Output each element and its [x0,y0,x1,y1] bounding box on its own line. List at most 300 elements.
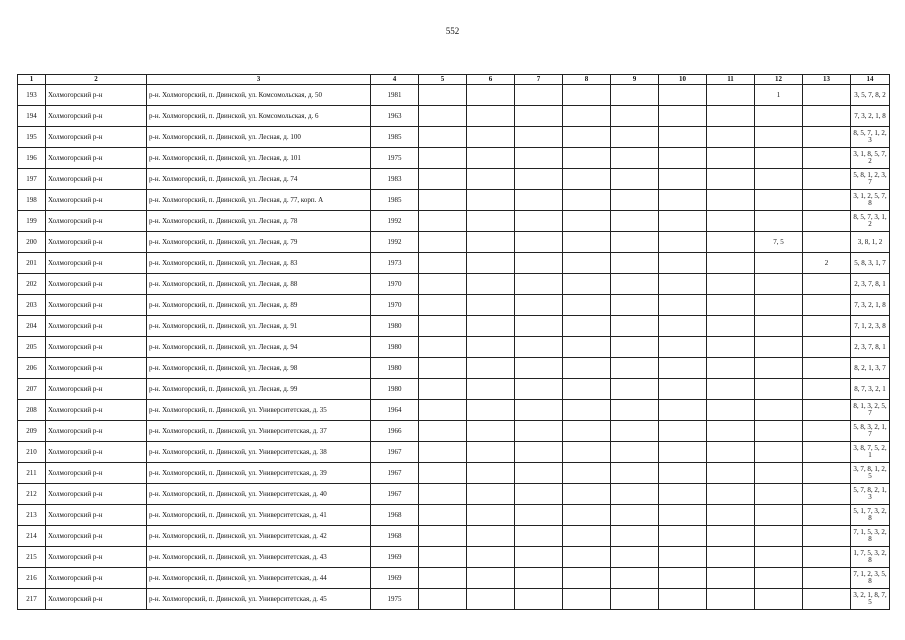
column-7-cell [515,589,563,610]
column-13-cell [803,484,851,505]
district-cell: Холмогорский р-н [46,211,147,232]
column-10-cell [659,232,707,253]
housing-register-table [17,74,890,610]
year-cell: 1967 [371,463,419,484]
column-header-11: 11 [707,75,755,85]
year-cell: 1969 [371,568,419,589]
year-cell: 1966 [371,421,419,442]
column-14-cell: 5, 8, 3, 1, 7 [851,253,890,274]
column-12-cell [755,253,803,274]
column-9-cell [611,148,659,169]
column-5-cell [419,505,467,526]
column-11-cell [707,547,755,568]
column-header-1: 1 [18,75,46,85]
column-5-cell [419,379,467,400]
column-6-cell [467,232,515,253]
column-6-cell [467,568,515,589]
address-cell: р-н. Холмогорский, п. Двинской, ул. Университетская, д. 37 [147,421,371,442]
row-number-cell: 196 [18,148,46,169]
column-8-cell [563,505,611,526]
column-5-cell [419,463,467,484]
row-number-cell: 199 [18,211,46,232]
district-cell: Холмогорский р-н [46,106,147,127]
column-14-cell: 8, 7, 3, 2, 1 [851,379,890,400]
column-7-cell [515,568,563,589]
column-7-cell [515,484,563,505]
row-number-cell: 198 [18,190,46,211]
column-7-cell [515,232,563,253]
column-13-cell [803,337,851,358]
column-5-cell [419,295,467,316]
column-5-cell [419,253,467,274]
table-row [18,148,890,169]
address-cell: р-н. Холмогорский, п. Двинской, ул. Университетская, д. 43 [147,547,371,568]
column-14-cell: 3, 2, 1, 8, 7, 5 [851,589,890,610]
address-cell: р-н. Холмогорский, п. Двинской, ул. Лесная, д. 98 [147,358,371,379]
column-10-cell [659,547,707,568]
column-6-cell [467,442,515,463]
district-cell: Холмогорский р-н [46,148,147,169]
column-header-7: 7 [515,75,563,85]
column-5-cell [419,484,467,505]
column-5-cell [419,589,467,610]
year-cell: 1964 [371,400,419,421]
column-10-cell [659,211,707,232]
column-12-cell [755,169,803,190]
column-7-cell [515,211,563,232]
table-row [18,169,890,190]
column-12-cell [755,127,803,148]
address-cell: р-н. Холмогорский, п. Двинской, ул. Лесная, д. 99 [147,379,371,400]
column-6-cell [467,547,515,568]
column-9-cell [611,568,659,589]
column-11-cell [707,484,755,505]
column-8-cell [563,442,611,463]
column-14-cell: 5, 8, 1, 2, 3, 7 [851,169,890,190]
row-number-cell: 216 [18,568,46,589]
row-number-cell: 194 [18,106,46,127]
column-11-cell [707,316,755,337]
column-5-cell [419,127,467,148]
column-10-cell [659,169,707,190]
table-row [18,337,890,358]
column-8-cell [563,169,611,190]
table-row [18,421,890,442]
table-row [18,85,890,106]
table-row [18,358,890,379]
year-cell: 1981 [371,85,419,106]
table-row [18,253,890,274]
column-14-cell: 1, 7, 5, 3, 2, 8 [851,547,890,568]
column-13-cell [803,211,851,232]
table-row [18,211,890,232]
column-11-cell [707,253,755,274]
column-5-cell [419,169,467,190]
column-8-cell [563,85,611,106]
column-7-cell [515,463,563,484]
address-cell: р-н. Холмогорский, п. Двинской, ул. Лесная, д. 100 [147,127,371,148]
row-number-cell: 203 [18,295,46,316]
column-11-cell [707,232,755,253]
column-7-cell [515,526,563,547]
column-12-cell [755,316,803,337]
column-6-cell [467,379,515,400]
column-11-cell [707,169,755,190]
column-13-cell [803,85,851,106]
year-cell: 1980 [371,358,419,379]
column-13-cell [803,379,851,400]
column-9-cell [611,253,659,274]
row-number-cell: 202 [18,274,46,295]
column-13-cell [803,274,851,295]
column-9-cell [611,169,659,190]
district-cell: Холмогорский р-н [46,484,147,505]
column-7-cell [515,85,563,106]
district-cell: Холмогорский р-н [46,316,147,337]
address-cell: р-н. Холмогорский, п. Двинской, ул. Университетская, д. 40 [147,484,371,505]
column-10-cell [659,85,707,106]
column-8-cell [563,106,611,127]
column-12-cell [755,484,803,505]
column-7-cell [515,400,563,421]
column-8-cell [563,232,611,253]
column-6-cell [467,106,515,127]
column-13-cell [803,526,851,547]
column-5-cell [419,442,467,463]
row-number-cell: 207 [18,379,46,400]
column-6-cell [467,190,515,211]
column-7-cell [515,253,563,274]
row-number-cell: 205 [18,337,46,358]
column-10-cell [659,526,707,547]
column-12-cell [755,190,803,211]
column-9-cell [611,442,659,463]
column-9-cell [611,190,659,211]
row-number-cell: 209 [18,421,46,442]
row-number-cell: 197 [18,169,46,190]
column-9-cell [611,526,659,547]
column-14-cell: 5, 1, 7, 3, 2, 8 [851,505,890,526]
column-5-cell [419,337,467,358]
column-9-cell [611,379,659,400]
column-8-cell [563,463,611,484]
address-cell: р-н. Холмогорский, п. Двинской, ул. Комсомольская, д. 6 [147,106,371,127]
address-cell: р-н. Холмогорский, п. Двинской, ул. Университетская, д. 38 [147,442,371,463]
column-8-cell [563,337,611,358]
column-5-cell [419,232,467,253]
row-number-cell: 208 [18,400,46,421]
table-row [18,442,890,463]
column-9-cell [611,400,659,421]
year-cell: 1992 [371,211,419,232]
column-13-cell [803,589,851,610]
row-number-cell: 215 [18,547,46,568]
year-cell: 1967 [371,484,419,505]
column-14-cell: 3, 1, 2, 5, 7, 8 [851,190,890,211]
district-cell: Холмогорский р-н [46,358,147,379]
page-number: 552 [445,26,460,36]
address-cell: р-н. Холмогорский, п. Двинской, ул. Лесная, д. 79 [147,232,371,253]
column-5-cell [419,274,467,295]
column-5-cell [419,148,467,169]
column-14-cell: 5, 7, 8, 2, 1, 3 [851,484,890,505]
column-11-cell [707,589,755,610]
column-10-cell [659,148,707,169]
table-row [18,505,890,526]
column-6-cell [467,526,515,547]
address-cell: р-н. Холмогорский, п. Двинской, ул. Лесная, д. 77, корп. А [147,190,371,211]
table-row [18,274,890,295]
column-12-cell [755,211,803,232]
district-cell: Холмогорский р-н [46,442,147,463]
column-5-cell [419,568,467,589]
column-11-cell [707,148,755,169]
column-12-cell [755,547,803,568]
column-6-cell [467,463,515,484]
column-12-cell: 7, 5 [755,232,803,253]
column-7-cell [515,274,563,295]
district-cell: Холмогорский р-н [46,274,147,295]
address-cell: р-н. Холмогорский, п. Двинской, ул. Лесная, д. 91 [147,316,371,337]
column-14-cell: 5, 8, 3, 2, 1, 7 [851,421,890,442]
year-cell: 1968 [371,505,419,526]
column-6-cell [467,358,515,379]
column-10-cell [659,484,707,505]
district-cell: Холмогорский р-н [46,232,147,253]
column-7-cell [515,148,563,169]
district-cell: Холмогорский р-н [46,190,147,211]
column-12-cell [755,568,803,589]
column-13-cell [803,295,851,316]
column-6-cell [467,127,515,148]
column-7-cell [515,358,563,379]
column-12-cell [755,589,803,610]
row-number-cell: 200 [18,232,46,253]
year-cell: 1970 [371,295,419,316]
column-10-cell [659,295,707,316]
district-cell: Холмогорский р-н [46,547,147,568]
column-11-cell [707,295,755,316]
column-14-cell: 8, 5, 7, 1, 2, 3 [851,127,890,148]
column-14-cell: 8, 1, 3, 2, 5, 7 [851,400,890,421]
district-cell: Холмогорский р-н [46,85,147,106]
column-10-cell [659,127,707,148]
year-cell: 1980 [371,379,419,400]
table-row [18,106,890,127]
year-cell: 1985 [371,190,419,211]
address-cell: р-н. Холмогорский, п. Двинской, ул. Университетская, д. 41 [147,505,371,526]
column-10-cell [659,505,707,526]
row-number-cell: 201 [18,253,46,274]
column-5-cell [419,106,467,127]
district-cell: Холмогорский р-н [46,505,147,526]
address-cell: р-н. Холмогорский, п. Двинской, ул. Лесная, д. 74 [147,169,371,190]
column-10-cell [659,442,707,463]
column-8-cell [563,547,611,568]
column-14-cell: 8, 2, 1, 3, 7 [851,358,890,379]
column-5-cell [419,316,467,337]
district-cell: Холмогорский р-н [46,295,147,316]
year-cell: 1969 [371,547,419,568]
column-13-cell [803,442,851,463]
column-8-cell [563,127,611,148]
district-cell: Холмогорский р-н [46,589,147,610]
column-8-cell [563,253,611,274]
column-6-cell [467,505,515,526]
table-header-row [18,75,890,85]
column-12-cell [755,295,803,316]
column-11-cell [707,379,755,400]
table-row [18,316,890,337]
row-number-cell: 212 [18,484,46,505]
column-5-cell [419,400,467,421]
year-cell: 1983 [371,169,419,190]
year-cell: 1985 [371,127,419,148]
column-12-cell [755,274,803,295]
column-7-cell [515,316,563,337]
column-10-cell [659,421,707,442]
row-number-cell: 193 [18,85,46,106]
column-11-cell [707,400,755,421]
table-row [18,232,890,253]
column-11-cell [707,85,755,106]
address-cell: р-н. Холмогорский, п. Двинской, ул. Комсомольская, д. 50 [147,85,371,106]
column-14-cell: 3, 7, 8, 1, 2, 5 [851,463,890,484]
year-cell: 1973 [371,253,419,274]
district-cell: Холмогорский р-н [46,253,147,274]
column-12-cell [755,463,803,484]
column-5-cell [419,85,467,106]
column-10-cell [659,316,707,337]
year-cell: 1970 [371,274,419,295]
column-9-cell [611,211,659,232]
column-10-cell [659,379,707,400]
column-13-cell [803,127,851,148]
column-10-cell [659,358,707,379]
column-7-cell [515,442,563,463]
row-number-cell: 214 [18,526,46,547]
table-row [18,379,890,400]
column-14-cell: 7, 1, 2, 3, 8 [851,316,890,337]
column-10-cell [659,337,707,358]
column-6-cell [467,589,515,610]
column-7-cell [515,169,563,190]
table-row [18,190,890,211]
column-5-cell [419,211,467,232]
column-8-cell [563,484,611,505]
column-6-cell [467,400,515,421]
district-cell: Холмогорский р-н [46,337,147,358]
column-header-12: 12 [755,75,803,85]
year-cell: 1980 [371,337,419,358]
column-header-8: 8 [563,75,611,85]
column-11-cell [707,358,755,379]
column-9-cell [611,463,659,484]
column-9-cell [611,232,659,253]
column-13-cell [803,148,851,169]
district-cell: Холмогорский р-н [46,379,147,400]
address-cell: р-н. Холмогорский, п. Двинской, ул. Университетская, д. 39 [147,463,371,484]
year-cell: 1968 [371,526,419,547]
address-cell: р-н. Холмогорский, п. Двинской, ул. Университетская, д. 45 [147,589,371,610]
district-cell: Холмогорский р-н [46,526,147,547]
column-header-9: 9 [611,75,659,85]
column-9-cell [611,127,659,148]
column-5-cell [419,190,467,211]
column-13-cell [803,400,851,421]
year-cell: 1992 [371,232,419,253]
column-8-cell [563,421,611,442]
address-cell: р-н. Холмогорский, п. Двинской, ул. Лесная, д. 94 [147,337,371,358]
address-cell: р-н. Холмогорский, п. Двинской, ул. Лесная, д. 88 [147,274,371,295]
column-12-cell [755,106,803,127]
column-6-cell [467,274,515,295]
row-number-cell: 211 [18,463,46,484]
column-9-cell [611,505,659,526]
row-number-cell: 213 [18,505,46,526]
column-11-cell [707,127,755,148]
column-11-cell [707,211,755,232]
column-6-cell [467,316,515,337]
column-12-cell [755,442,803,463]
column-11-cell [707,463,755,484]
address-cell: р-н. Холмогорский, п. Двинской, ул. Лесная, д. 101 [147,148,371,169]
table-row [18,568,890,589]
column-10-cell [659,190,707,211]
column-11-cell [707,568,755,589]
column-7-cell [515,421,563,442]
table-row [18,547,890,568]
address-cell: р-н. Холмогорский, п. Двинской, ул. Университетская, д. 42 [147,526,371,547]
column-11-cell [707,421,755,442]
district-cell: Холмогорский р-н [46,463,147,484]
address-cell: р-н. Холмогорский, п. Двинской, ул. Лесная, д. 89 [147,295,371,316]
column-8-cell [563,358,611,379]
column-header-10: 10 [659,75,707,85]
column-9-cell [611,421,659,442]
year-cell: 1975 [371,148,419,169]
column-header-6: 6 [467,75,515,85]
column-11-cell [707,337,755,358]
year-cell: 1967 [371,442,419,463]
address-cell: р-н. Холмогорский, п. Двинской, ул. Лесная, д. 78 [147,211,371,232]
column-14-cell: 7, 3, 2, 1, 8 [851,106,890,127]
column-5-cell [419,421,467,442]
column-6-cell [467,85,515,106]
column-10-cell [659,274,707,295]
column-11-cell [707,505,755,526]
column-13-cell [803,169,851,190]
column-6-cell [467,169,515,190]
column-12-cell [755,421,803,442]
column-5-cell [419,358,467,379]
column-13-cell [803,463,851,484]
column-11-cell [707,190,755,211]
address-cell: р-н. Холмогорский, п. Двинской, ул. Университетская, д. 44 [147,568,371,589]
column-9-cell [611,484,659,505]
column-12-cell [755,526,803,547]
table-row [18,484,890,505]
column-13-cell [803,232,851,253]
column-7-cell [515,547,563,568]
column-8-cell [563,568,611,589]
column-8-cell [563,400,611,421]
table-row [18,400,890,421]
column-6-cell [467,421,515,442]
column-8-cell [563,526,611,547]
column-5-cell [419,526,467,547]
column-8-cell [563,274,611,295]
